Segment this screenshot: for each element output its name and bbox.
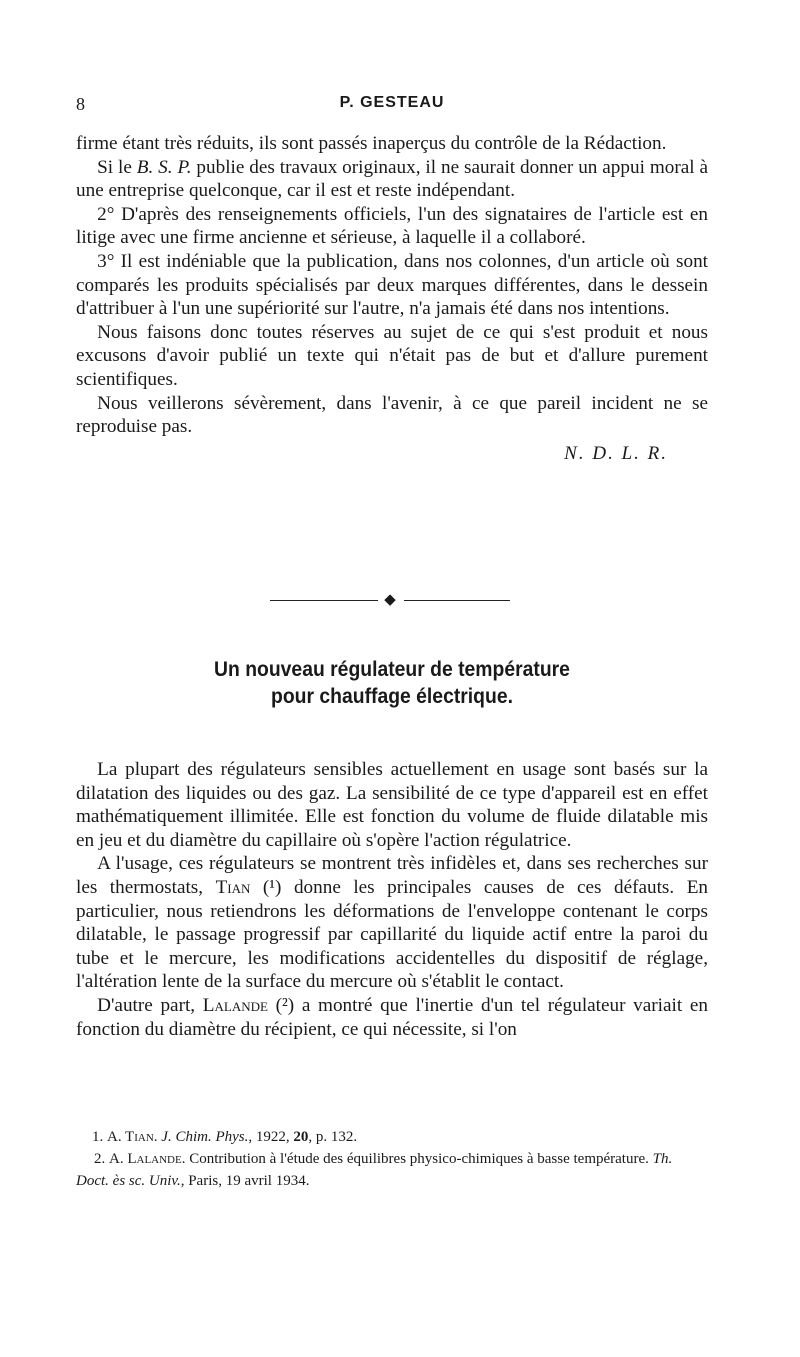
article-body: [76, 758, 708, 1041]
footnote: 1. A. Tian. J. Chim. Phys., 1922, 20, p. 132.: [92, 1129, 358, 1145]
running-head: P. GESTEAU: [339, 94, 445, 111]
editorial-signature: N. D. L. R.: [564, 442, 668, 464]
section-separator: [270, 592, 510, 608]
paragraph: 2° D'après des renseignements officiels, l'un des signataires de l'article est en litige avec une firme ancienne et sérieuse, à laquelle il a collaboré.: [76, 203, 708, 249]
footnote-ref: (¹): [262, 876, 282, 898]
footnotes: [76, 1126, 708, 1192]
separator-rule: [270, 600, 378, 601]
paragraph: La plupart des régulateurs sensibles actuellement en usage sont basés sur la dilatation des liquides ou des gaz. La sensibilité de ce type d'appareil est en effet mathématiquement illimitée. Elle est fonction du volume de fluide dilatable mis en jeu et du diamètre du capillaire où s'opère l'action régulatrice.: [76, 759, 708, 851]
diamond-ornament-icon: ◆: [384, 592, 396, 608]
footnote: 2. A. Lalande. Contribution à l'étude des équilibres physico-chimiques à basse température. Th. Doct. ès sc. Univ., Paris, 19 avril 1934.: [76, 1151, 673, 1189]
author-name: Lalande: [202, 994, 268, 1016]
paragraph: firme étant très réduits, ils sont passés inaperçus du contrôle de la Rédaction.: [76, 133, 667, 154]
title-line: Un nouveau régulateur de température: [214, 657, 570, 681]
paragraph: Si le B. S. P. publie des travaux originaux, il ne saurait donner un appui moral à une entreprise quelconque, car il est et reste indépendant.: [76, 156, 708, 202]
page-header: [76, 94, 708, 118]
separator-rule: [404, 600, 510, 601]
paragraph: Nous faisons donc toutes réserves au sujet de ce qui s'est produit et nous excusons d'avoir publié un texte qui n'était pas de but et d'allure purement scientifiques.: [76, 321, 708, 390]
article-title: [108, 656, 677, 710]
footnote-author: A. Tian.: [107, 1129, 158, 1145]
editorial-note: [76, 132, 708, 465]
thesis-title: Th. Doct. ès sc. Univ.: [76, 1151, 673, 1189]
journal-title: J. Chim. Phys.: [161, 1129, 249, 1145]
footnote-author: A. Lalande.: [109, 1151, 186, 1167]
paragraph: A l'usage, ces régulateurs se montrent très infidèles et, dans ses recherches sur les thermostats, Tian (¹) donne les principales causes de ces défauts. En particulier, nous retiendrons les déformations de l'enveloppe contenant le corps dilatable, le passage progressif par capillarité du liquide actif entre la paroi du tube et le mercure, les modifications accidentelles du dispositif de réglage, l'altération lente de la surface du mercure où s'établit le contact.: [76, 853, 709, 993]
journal-abbrev: B. S. P.: [136, 156, 192, 178]
author-name: Tian: [215, 876, 251, 898]
paragraph: D'autre part, Lalande (²) a montré que l'inertie d'un tel régulateur variait en fonction du diamètre du récipient, ce qui nécessite, si l'on: [76, 994, 708, 1040]
title-line: pour chauffage électrique.: [271, 684, 513, 708]
paragraph: Nous veillerons sévèrement, dans l'avenir, à ce que pareil incident ne se reproduise pas.: [76, 392, 708, 438]
paragraph: 3° Il est indéniable que la publication, dans nos colonnes, d'un article où sont comparés les produits spécialisés par deux marques différentes, dans le dessein d'attribuer à l'un une supériorité sur l'autre, n'a jamais été dans nos intentions.: [76, 250, 708, 320]
volume-number: 20: [293, 1129, 309, 1145]
footnote-ref: (²): [275, 994, 295, 1016]
page-number: 8: [76, 94, 85, 114]
